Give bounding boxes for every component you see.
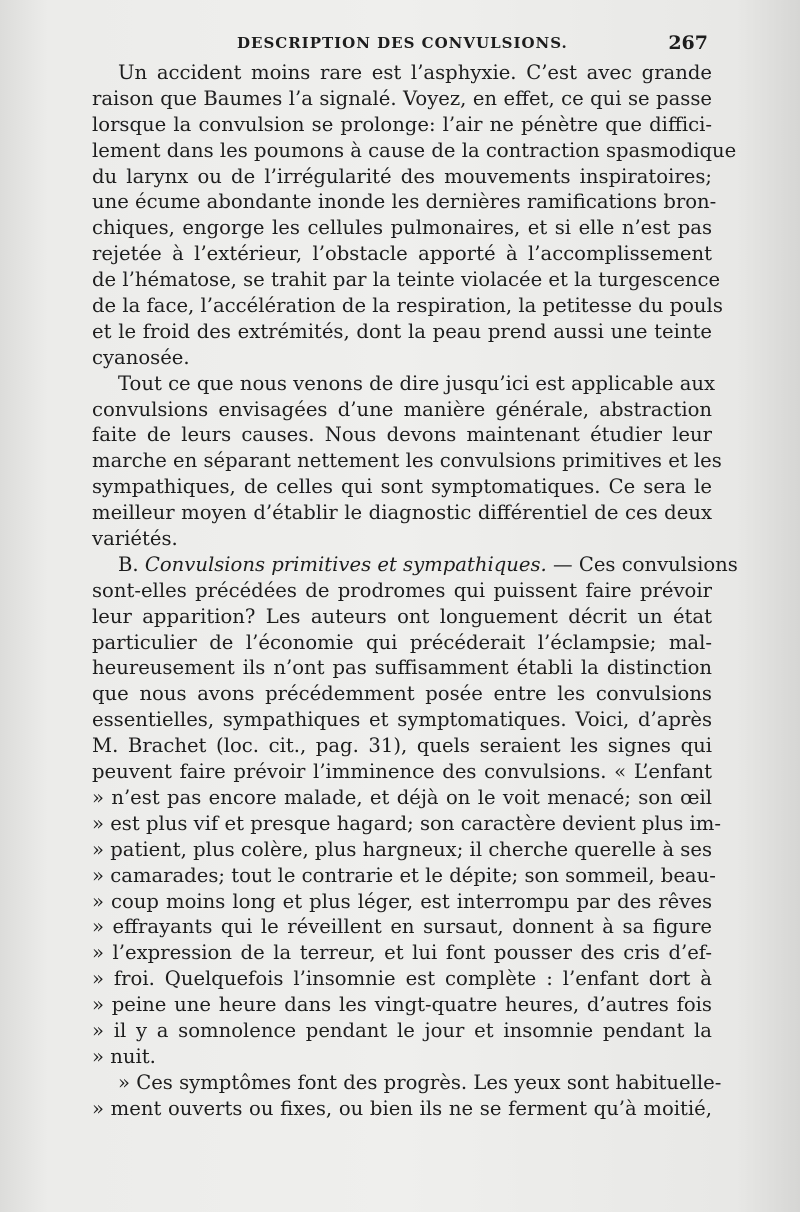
text-line: » froi. Quelquefois l’insomnie est complète : l’enfant dort à bbox=[92, 967, 712, 991]
text-line: meilleur moyen d’établir le diagnostic différentiel de ces deux bbox=[92, 501, 712, 525]
text-line: heureusement ils n’ont pas suffisamment établi la distinction bbox=[92, 656, 712, 680]
text-line: variétés. bbox=[92, 527, 178, 551]
text-line: essentielles, sympathiques et symptomatiques. Voici, d’après bbox=[92, 708, 712, 732]
text-line: » effrayants qui le réveillent en sursaut, donnent à sa figure bbox=[92, 915, 712, 939]
text-line: » Ces symptômes font des progrès. Les yeux sont habituelle- bbox=[118, 1070, 722, 1094]
section-title: Convulsions primitives et sympathiques. bbox=[144, 552, 547, 576]
section-heading-line bbox=[92, 552, 738, 578]
text-line: cyanosée. bbox=[92, 345, 190, 369]
text-line: » coup moins long et plus léger, est interrompu par des rêves bbox=[92, 889, 712, 913]
text-line: du larynx ou de l’irrégularité des mouvements inspiratoires; bbox=[92, 164, 712, 188]
text-line: » il y a somnolence pendant le jour et insomnie pendant la bbox=[92, 1018, 712, 1042]
text-line: » ment ouverts ou fixes, ou bien ils ne se ferment qu’à moitié, bbox=[92, 1096, 712, 1120]
text-line: sont-elles précédées de prodromes qui puissent faire prévoir bbox=[92, 578, 712, 602]
text-line: de la face, l’accélération de la respiration, la petitesse du pouls bbox=[92, 294, 723, 318]
text-line: » n’est pas encore malade, et déjà on le voit menacé; son œil bbox=[92, 785, 712, 809]
section-letter: B. bbox=[118, 552, 145, 576]
text-line: Un accident moins rare est l’asphyxie. C’est avec grande bbox=[118, 61, 712, 84]
text-line: lement dans les poumons à cause de la contraction spasmodique bbox=[92, 138, 737, 162]
text-line: convulsions envisagées d’une manière générale, abstraction bbox=[92, 397, 712, 421]
section-dash: — bbox=[546, 552, 579, 576]
text-line: » l’expression de la terreur, et lui font pousser des cris d’ef- bbox=[92, 941, 712, 965]
text-line: » est plus vif et presque hagard; son caractère devient plus im- bbox=[92, 811, 722, 835]
text-line: une écume abondante inonde les dernières ramifications bron- bbox=[92, 190, 717, 214]
text-line: rejetée à l’extérieur, l’obstacle apporté à l’accomplissement bbox=[92, 242, 712, 266]
page-header bbox=[92, 34, 708, 56]
text-line: sympathiques, de celles qui sont symptomatiques. Ce sera le bbox=[92, 475, 712, 499]
text-line: et le froid des extrémités, dont la peau prend aussi une teinte bbox=[92, 319, 712, 343]
text-line: chiques, engorge les cellules pulmonaires, et si elle n’est pas bbox=[92, 216, 712, 240]
text-line: particulier de l’économie qui précéderait l’éclampsie; mal- bbox=[92, 630, 712, 654]
text-line: » camarades; tout le contrarie et le dépite; son sommeil, beau- bbox=[92, 863, 716, 887]
body-text bbox=[92, 60, 738, 1122]
text-line: » patient, plus colère, plus hargneux; il cherche querelle à ses bbox=[92, 837, 712, 861]
page-number: 267 bbox=[668, 32, 708, 54]
text-line: de l’hématose, se trahit par la teinte violacée et la turgescence bbox=[92, 268, 721, 292]
text-line: marche en séparant nettement les convulsions primitives et les bbox=[92, 449, 722, 473]
text-line: lorsque la convulsion se prolonge: l’air ne pénètre que diffici- bbox=[92, 112, 712, 136]
text-line: Tout ce que nous venons de dire jusqu’ici est applicable aux bbox=[118, 371, 716, 395]
running-title: DESCRIPTION DES CONVULSIONS. bbox=[237, 34, 568, 52]
text-line: M. Brachet (loc. cit., pag. 31), quels seraient les signes qui bbox=[92, 734, 712, 758]
text-line: » peine une heure dans les vingt-quatre heures, d’autres fois bbox=[92, 993, 712, 1017]
text-line: leur apparition? Les auteurs ont longuement décrit un état bbox=[92, 604, 712, 628]
text-line: raison que Baumes l’a signalé. Voyez, en effet, ce qui se passe bbox=[92, 86, 712, 110]
section-line-text: Ces convulsions bbox=[578, 552, 738, 576]
text-line: faite de leurs causes. Nous devons maintenant étudier leur bbox=[92, 423, 712, 447]
text-line: » nuit. bbox=[92, 1044, 156, 1068]
text-line: que nous avons précédemment posée entre les convulsions bbox=[92, 682, 712, 706]
text-line: peuvent faire prévoir l’imminence des convulsions. « L’enfant bbox=[92, 760, 712, 784]
